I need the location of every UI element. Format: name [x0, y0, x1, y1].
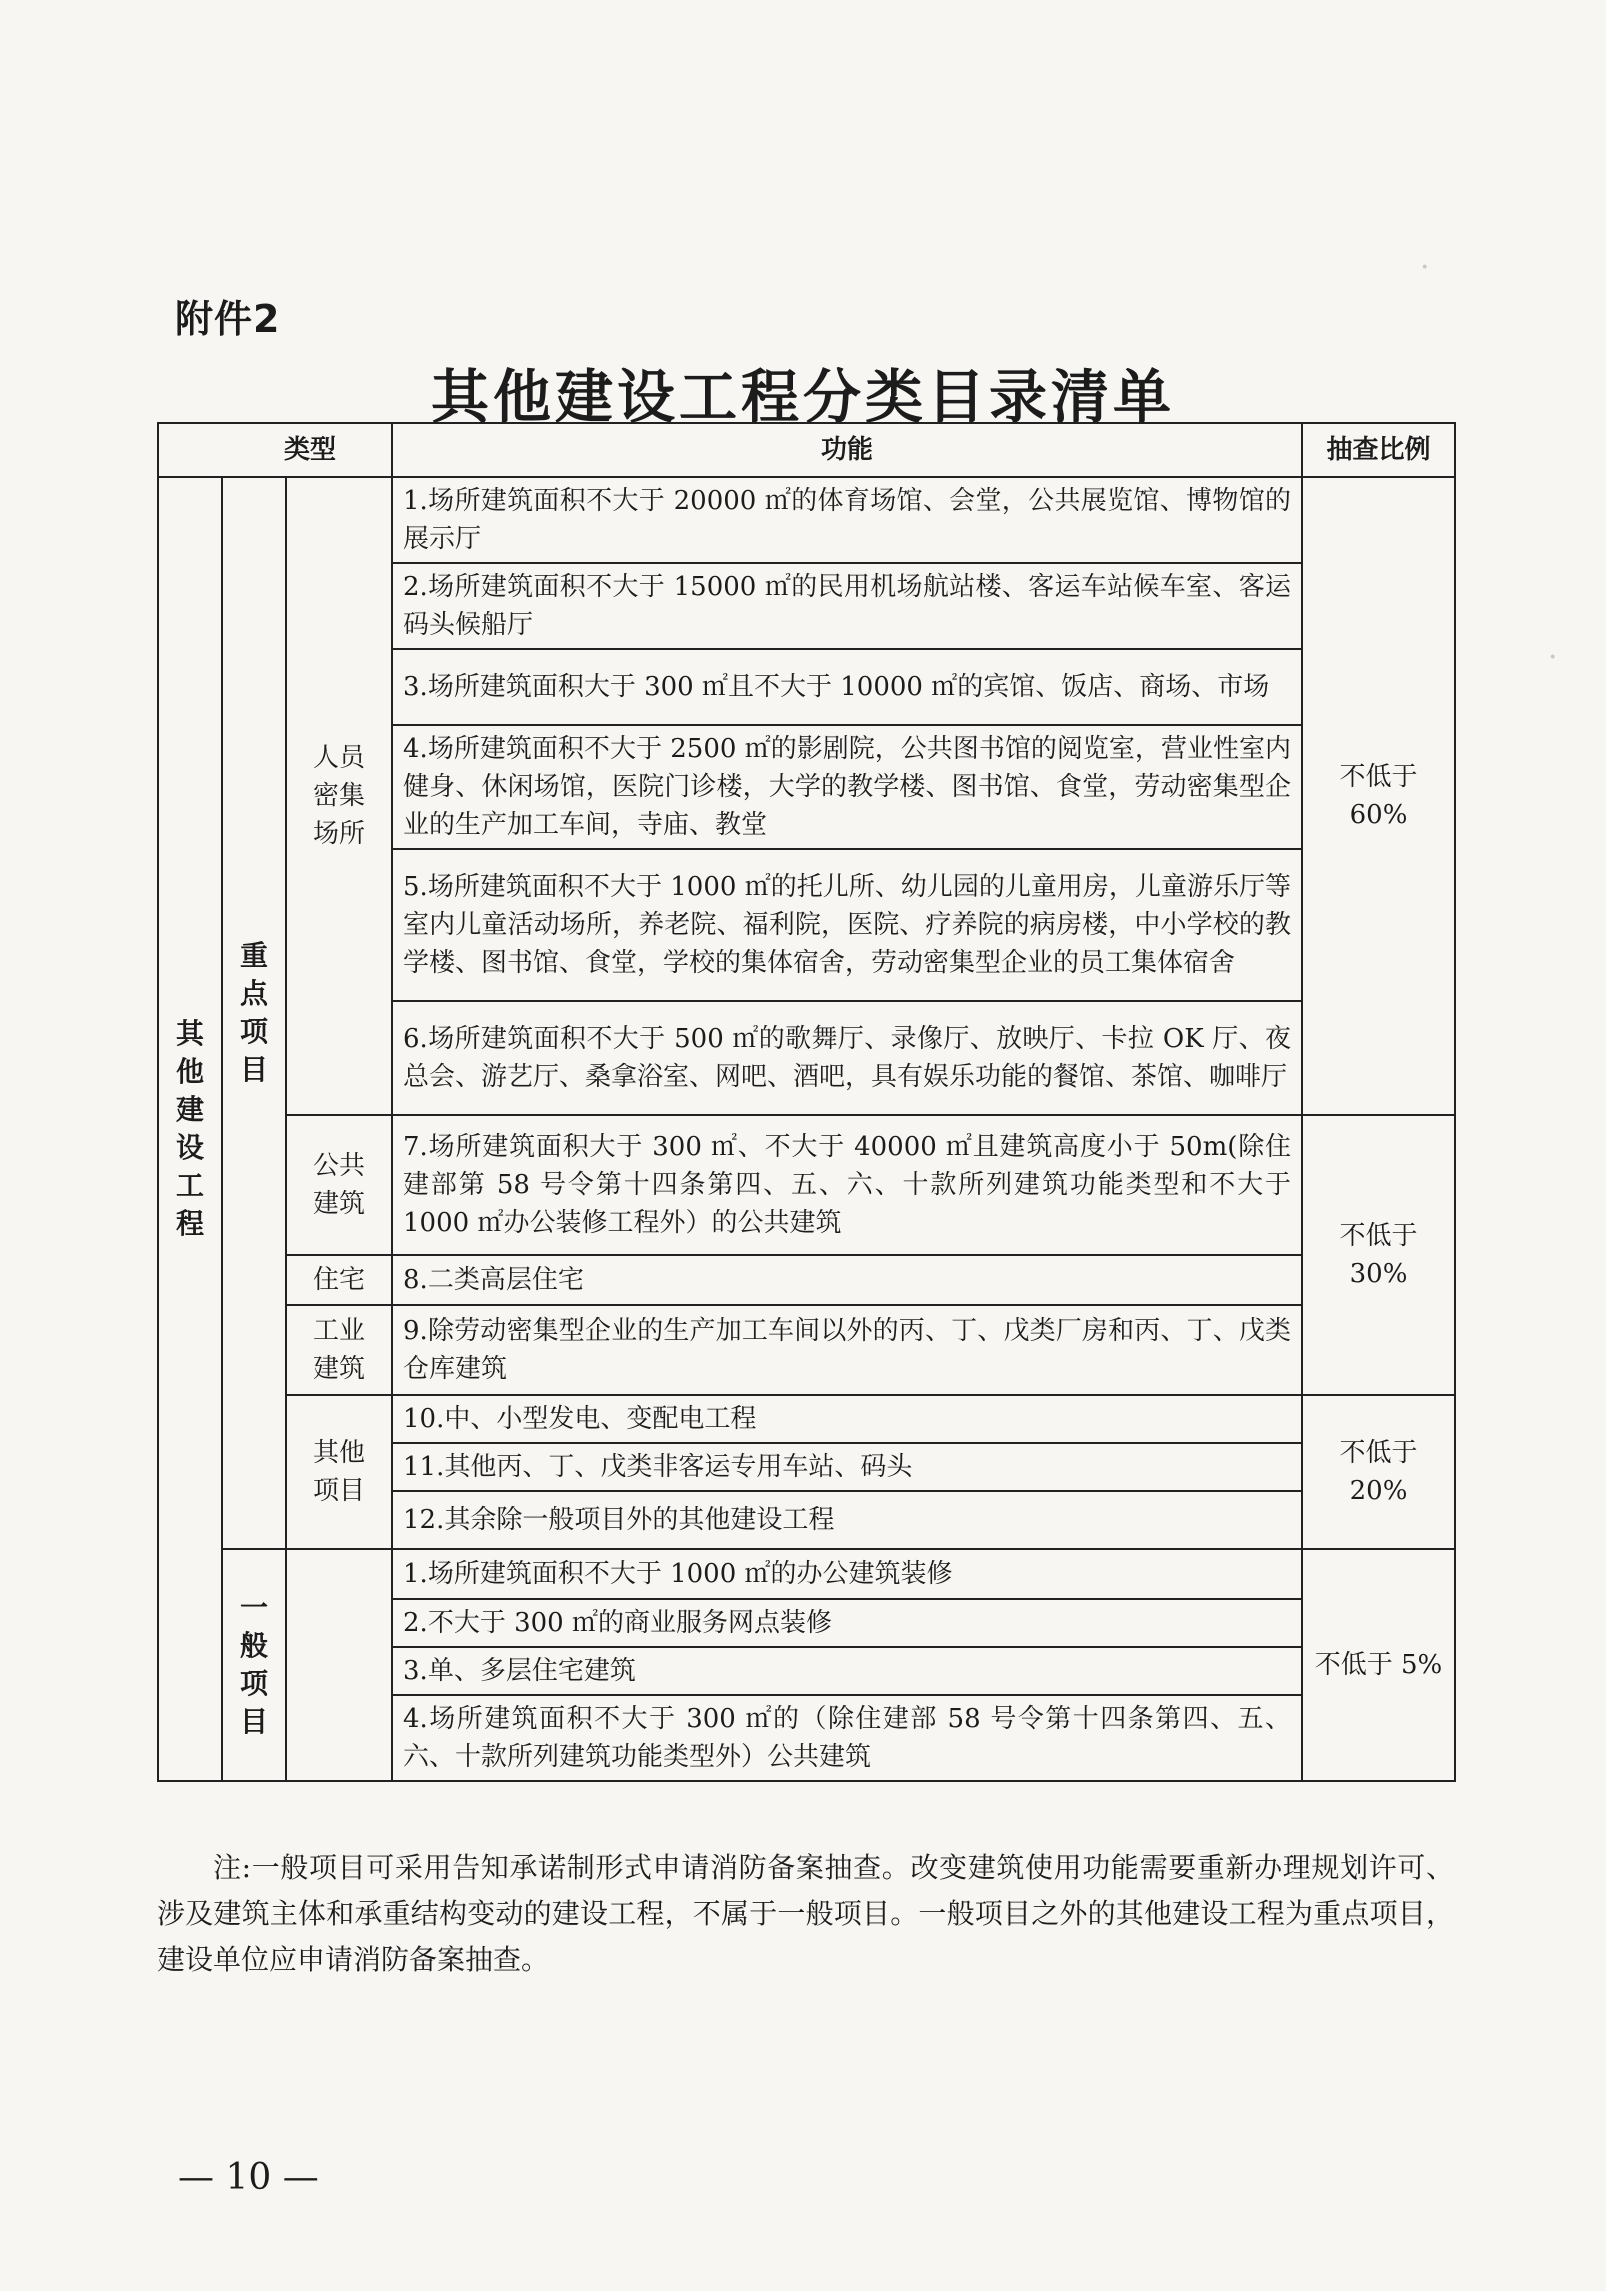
ratio-cell-30 — [1302, 1115, 1455, 1395]
subgroup-cell-empty — [286, 1549, 392, 1781]
group-cell-key — [222, 477, 286, 1549]
function-cell: 4.场所建筑面积不大于 300 ㎡的（除住建部 58 号令第十四条第四、五、六、十款所列建筑功能类型外）公共建筑 — [392, 1695, 1302, 1781]
category-cell — [158, 477, 222, 1781]
function-cell: 5.场所建筑面积不大于 1000 ㎡的托儿所、幼儿园的儿童用房，儿童游乐厅等室内儿童活动场所，养老院、福利院，医院、疗养院的病房楼，中小学校的教学楼、图书馆、食堂，学校的集体宿舍，劳动密集型企业的员工集体宿舍 — [392, 849, 1302, 1001]
note-paragraph: 注:一般项目可采用告知承诺制形式申请消防备案抽查。改变建筑使用功能需要重新办理规划许可、涉及建筑主体和承重结构变动的建设工程，不属于一般项目。一般项目之外的其他建设工程为重点项目，建设单位应申请消防备案抽查。 — [157, 1851, 1454, 1976]
group-label-key: 重点项目 — [239, 938, 268, 1086]
category-label: 其他建设工程 — [175, 1016, 204, 1240]
catalog-table — [157, 422, 1456, 1782]
function-cell: 3.场所建筑面积大于 300 ㎡且不大于 10000 ㎡的宾馆、饭店、商场、市场 — [392, 649, 1302, 725]
function-cell: 8.二类高层住宅 — [392, 1255, 1302, 1305]
ratio-cell-5 — [1302, 1549, 1455, 1781]
group-cell-general — [222, 1549, 286, 1781]
table-row — [158, 1115, 1455, 1255]
function-cell: 1.场所建筑面积不大于 20000 ㎡的体育场馆、会堂，公共展览馆、博物馆的展示厅 — [392, 477, 1302, 563]
subgroup-label-public: 公共建筑 — [312, 1151, 365, 1219]
table-row — [158, 1305, 1455, 1395]
header-ratio: 抽查比例 — [1302, 423, 1455, 477]
function-cell: 7.场所建筑面积大于 300 ㎡、不大于 40000 ㎡且建筑高度小于 50m(除住建部第 58 号令第十四条第四、五、六、十款所列建筑功能类型和不大于 1000 ㎡办公装修工程外）的公共建筑 — [392, 1115, 1302, 1255]
subgroup-cell-crowded — [286, 477, 392, 1115]
table-row — [158, 1395, 1455, 1443]
function-cell: 2.不大于 300 ㎡的商业服务网点装修 — [392, 1599, 1302, 1647]
bleed-through-mark: · — [1548, 640, 1558, 675]
function-cell: 10.中、小型发电、变配电工程 — [392, 1395, 1302, 1443]
attachment-label: 附件2 — [175, 297, 281, 341]
function-cell: 4.场所建筑面积不大于 2500 ㎡的影剧院，公共图书馆的阅览室，营业性室内健身、休闲场馆，医院门诊楼，大学的教学楼、图书馆、食堂，劳动密集型企业的生产加工车间，寺庙、教堂 — [392, 725, 1302, 849]
subgroup-label-other: 其他项目 — [312, 1438, 365, 1506]
ratio-cell-60 — [1302, 477, 1455, 1115]
header-type: 类型 — [158, 423, 392, 477]
subgroup-cell-other — [286, 1395, 392, 1549]
subgroup-cell-industrial — [286, 1305, 392, 1395]
function-cell: 12.其余除一般项目外的其他建设工程 — [392, 1491, 1302, 1549]
table-row — [158, 1549, 1455, 1599]
ratio-label: 不低于 5% — [1314, 1650, 1443, 1680]
function-cell: 9.除劳动密集型企业的生产加工车间以外的丙、丁、戊类厂房和丙、丁、戊类仓库建筑 — [392, 1305, 1302, 1395]
function-cell: 3.单、多层住宅建筑 — [392, 1647, 1302, 1695]
document-title: 其他建设工程分类目录清单 — [430, 363, 1175, 431]
table-row — [158, 1255, 1455, 1305]
subgroup-label-industrial: 工业建筑 — [312, 1316, 365, 1384]
subgroup-label-residential: 住宅 — [313, 1265, 366, 1295]
ratio-label: 不低于20% — [1339, 1438, 1418, 1506]
page-number: — 10 — — [178, 2157, 319, 2198]
subgroup-cell-residential — [286, 1255, 392, 1305]
ratio-cell-20 — [1302, 1395, 1455, 1549]
subgroup-label-crowded: 人员密集场所 — [312, 743, 365, 849]
function-cell: 2.场所建筑面积不大于 15000 ㎡的民用机场航站楼、客运车站候车室、客运码头候船厅 — [392, 563, 1302, 649]
table-row — [158, 477, 1455, 563]
table-header-row — [158, 423, 1455, 477]
function-cell: 11.其他丙、丁、戊类非客运专用车站、码头 — [392, 1443, 1302, 1491]
ratio-label: 不低于30% — [1339, 1221, 1418, 1289]
bleed-through-mark: · — [1420, 250, 1430, 285]
group-label-general: 一般项目 — [239, 1590, 268, 1738]
ratio-label: 不低于60% — [1339, 762, 1418, 830]
header-function: 功能 — [392, 423, 1302, 477]
subgroup-cell-public — [286, 1115, 392, 1255]
function-cell: 1.场所建筑面积不大于 1000 ㎡的办公建筑装修 — [392, 1549, 1302, 1599]
function-cell: 6.场所建筑面积不大于 500 ㎡的歌舞厅、录像厅、放映厅、卡拉 OK 厅、夜总会、游艺厅、桑拿浴室、网吧、酒吧，具有娱乐功能的餐馆、茶馆、咖啡厅 — [392, 1001, 1302, 1115]
